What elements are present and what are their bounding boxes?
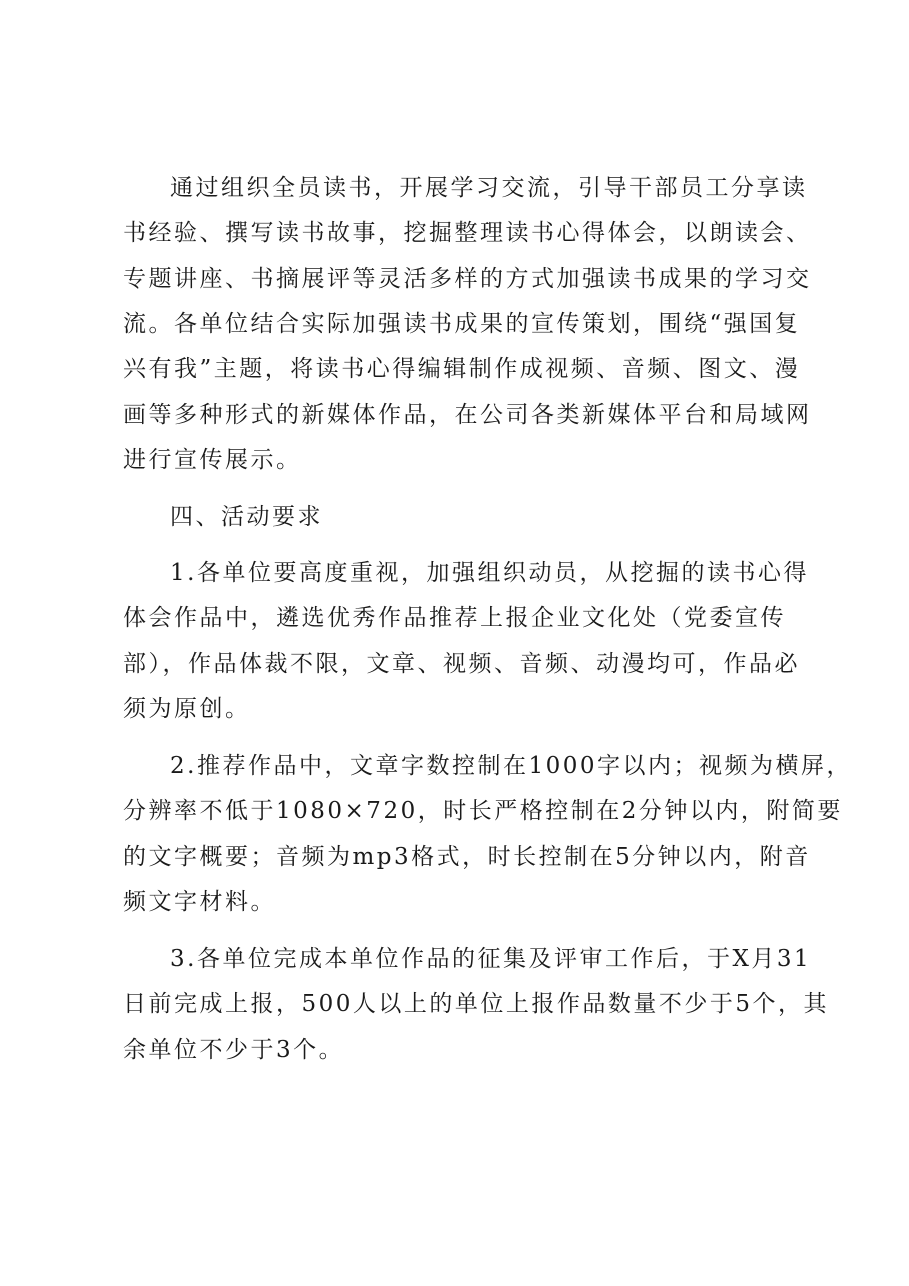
paragraph-line: 通过组织全员读书，开展学习交流，引导干部员工分享读	[170, 175, 808, 201]
paragraph-line: 流。各单位结合实际加强读书成果的宣传策划，围绕“强国复	[123, 311, 801, 337]
paragraph-line: 进行宣传展示。	[123, 447, 302, 473]
paragraph-line: 体会作品中，遴选优秀作品推荐上报企业文化处（党委宣传	[123, 605, 786, 631]
section-heading: 四、活动要求	[170, 504, 323, 530]
paragraph-line: 2.推荐作品中，文章字数控制在1000字以内；视频为横屏，	[170, 753, 852, 779]
paragraph-line: 1.各单位要高度重视，加强组织动员，从挖掘的读书心得	[170, 560, 809, 586]
paragraph-line: 分辨率不低于1080×720，时长严格控制在2分钟以内，附简要	[123, 798, 843, 824]
paragraph-line: 频文字材料。	[123, 889, 276, 915]
paragraph-line: 日前完成上报，500人以上的单位上报作品数量不少于5个，其	[123, 991, 830, 1017]
paragraph-line: 兴有我”主题，将读书心得编辑制作成视频、音频、图文、漫	[123, 356, 801, 382]
paragraph-line: 3.各单位完成本单位作品的征集及评审工作后，于X月31	[170, 946, 812, 972]
paragraph-line: 书经验、撰写读书故事，挖掘整理读书心得体会，以朗读会、	[123, 220, 812, 246]
paragraph-line: 余单位不少于3个。	[123, 1037, 345, 1063]
paragraph-line: 的文字概要；音频为mp3格式，时长控制在5分钟以内，附音	[123, 844, 811, 870]
paragraph-line: 画等多种形式的新媒体作品，在公司各类新媒体平台和局域网	[123, 402, 812, 428]
paragraph-line: 部），作品体裁不限，文章、视频、音频、动漫均可，作品必	[123, 651, 800, 677]
paragraph-line: 须为原创。	[123, 696, 251, 722]
paragraph-line: 专题讲座、书摘展评等灵活多样的方式加强读书成果的学习交	[123, 266, 812, 292]
